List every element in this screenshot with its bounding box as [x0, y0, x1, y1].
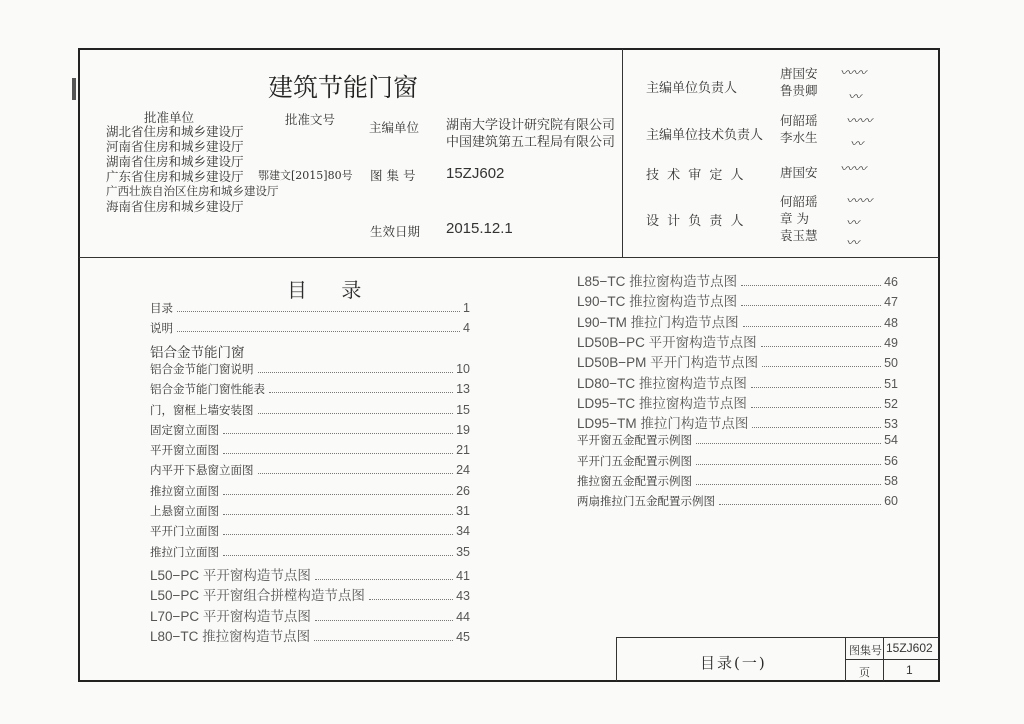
approval-unit: 湖南省住房和城乡建设厅 [106, 154, 244, 169]
editor-unit: 中国建筑第五工程局有限公司 [446, 135, 616, 150]
toc-entry-title: 说明 [150, 321, 173, 336]
toc-entry-page: 45 [456, 629, 470, 644]
toc-leader-dots [315, 620, 453, 621]
toc-entry[interactable] [150, 402, 470, 422]
toc-entry-title: 目录 [150, 301, 173, 315]
effective-date-label: 生效日期 [370, 224, 421, 239]
toc-entry-page: 35 [456, 544, 470, 559]
toc-entry-title: 平开窗立面图 [150, 443, 219, 458]
toc-leader-dots [719, 504, 881, 505]
toc-leader-dots [223, 514, 453, 515]
toc-leader-dots [696, 443, 881, 444]
approval-units [106, 124, 279, 214]
binding-mark [72, 78, 76, 100]
toc-title: 目 录 [287, 278, 376, 302]
toc-entry[interactable] [150, 422, 470, 442]
atlas-no: 15ZJ602 [446, 165, 505, 182]
toc-entry-title: LD95−TM 推拉门构造节点图 [577, 416, 749, 432]
approval-unit: 广西壮族自治区住房和城乡建设厅 [106, 184, 279, 198]
toc-entry-page: 10 [456, 361, 470, 376]
toc-entry-page: 56 [884, 453, 898, 468]
toc-leader-dots [258, 413, 454, 414]
toc-entry-title: L90−TM 推拉门构造节点图 [577, 314, 739, 330]
responsibility-name: 何韶瑶 [780, 113, 818, 128]
toc-leader-dots [369, 599, 453, 600]
approval-unit: 广东省住房和城乡建设厅 [106, 169, 244, 184]
toc-entry[interactable] [577, 351, 898, 371]
toc-entry[interactable] [577, 270, 898, 290]
atlas-no-small: 15ZJ602 [886, 641, 933, 655]
toc-leader-dots [752, 427, 881, 428]
toc-entry-page: 13 [456, 382, 470, 397]
toc-entry-title: 铝合金节能门窗 [150, 344, 245, 361]
toc-entry[interactable] [577, 290, 898, 310]
signature: 〰 [848, 90, 862, 105]
title-block-top [616, 637, 939, 638]
toc-entry-title: L50−PC 平开窗组合拼樘构造节点图 [150, 588, 365, 604]
toc-entry[interactable] [150, 300, 470, 320]
toc-entry-page: 60 [884, 494, 898, 509]
toc-leader-dots [696, 464, 881, 465]
responsibility-role: 主编单位技术负责人 [646, 128, 764, 143]
toc-leader-dots [177, 311, 460, 312]
toc-entry-page: 58 [884, 474, 898, 488]
toc-leader-dots [258, 473, 454, 474]
toc-entry-title: 推拉门立面图 [150, 544, 219, 559]
toc-entry-title: 平开窗五金配置示例图 [577, 433, 692, 448]
toc-entry[interactable] [150, 584, 470, 604]
signature: 〰 [850, 137, 864, 152]
toc-leader-dots [223, 494, 453, 495]
toc-entry-page: 1 [463, 301, 470, 315]
responsibility-role: 技 术 审 定 人 [646, 168, 746, 183]
toc-entry-title: L85−TC 推拉窗构造节点图 [577, 274, 738, 289]
toc-leader-dots [761, 346, 881, 347]
toc-entry[interactable] [577, 432, 898, 452]
toc-leader-dots [269, 392, 453, 393]
responsibility-name: 唐国安 [780, 66, 818, 81]
title-block-left [616, 637, 617, 681]
editor-unit: 湖南大学设计研究院有限公司 [446, 118, 616, 133]
toc-entry[interactable] [577, 311, 898, 331]
toc-entry[interactable] [150, 564, 470, 584]
toc-entry[interactable] [150, 544, 470, 564]
toc-entry-page: 34 [456, 524, 470, 539]
toc-leader-dots [741, 305, 881, 306]
toc-leader-dots [743, 326, 881, 327]
toc-leader-dots [762, 366, 881, 367]
toc-entry-page: 53 [884, 417, 898, 432]
responsibility-name: 鲁贵卿 [780, 83, 818, 98]
toc-entry-title: L50−PC 平开窗构造节点图 [150, 567, 311, 583]
sheet-title: 目录(一) [700, 654, 767, 672]
signature: 〰〰 [846, 194, 873, 209]
responsibility-name: 章 为 [780, 211, 809, 226]
toc-leader-dots [223, 433, 453, 434]
approval-doc-label: 批准文号 [285, 112, 336, 127]
toc-leader-dots [223, 555, 453, 556]
toc-entry-page: 47 [884, 295, 898, 310]
toc-leader-dots [696, 484, 881, 485]
toc-entry[interactable] [150, 320, 470, 340]
toc-leader-dots [741, 285, 881, 286]
toc-entry[interactable] [150, 462, 470, 482]
toc-entry[interactable] [150, 625, 470, 645]
signature: 〰〰 [840, 162, 867, 177]
responsibility-role: 设 计 负 责 人 [646, 214, 746, 229]
toc-entry-page: 24 [456, 463, 470, 478]
toc-entry-title: 铝合金节能门窗说明 [150, 361, 254, 376]
toc-entry-page: 49 [884, 335, 898, 350]
toc-entry[interactable] [577, 331, 898, 351]
toc-leader-dots [223, 453, 453, 454]
toc-entry-page: 15 [456, 402, 470, 417]
toc-entry-title: 推拉窗五金配置示例图 [577, 474, 692, 488]
toc-entry[interactable] [577, 412, 898, 432]
toc-entry[interactable] [577, 372, 898, 392]
responsibility-name: 何韶瑶 [780, 194, 818, 209]
page-label: 页 [859, 666, 870, 679]
toc-entry[interactable] [150, 381, 470, 401]
toc-entry-title: 上悬窗立面图 [150, 504, 219, 518]
atlas-no-label: 图 集 号 [370, 168, 416, 183]
signature: 〰〰 [840, 66, 867, 81]
toc-entry-page: 31 [456, 504, 470, 518]
toc-entry-title: 门，窗框上墙安装图 [150, 402, 254, 417]
toc-entry-page: 41 [456, 568, 470, 583]
toc-entry[interactable] [577, 453, 898, 473]
responsibility-name: 袁玉慧 [780, 228, 818, 243]
toc-entry[interactable] [150, 523, 470, 543]
toc-entry-title: LD50B−PM 平开门构造节点图 [577, 355, 759, 371]
toc-leader-dots [223, 534, 453, 535]
atlas-no-label-small: 图集号 [849, 644, 882, 657]
responsibility-name: 李水生 [780, 130, 818, 145]
toc-entry-page: 19 [456, 422, 470, 437]
signature: 〰 [846, 236, 860, 251]
toc-entry-page: 54 [884, 433, 898, 448]
approval-unit-label: 批准单位 [144, 110, 195, 125]
toc-entry-page: 52 [884, 396, 898, 411]
toc-entry[interactable] [150, 605, 470, 625]
toc-entry-title: 推拉窗立面图 [150, 483, 219, 498]
toc-entry[interactable] [150, 483, 470, 503]
approval-unit: 河南省住房和城乡建设厅 [106, 139, 244, 154]
toc-entry[interactable] [150, 361, 470, 381]
toc-entry-page: 4 [463, 321, 470, 336]
toc-entry-page: 46 [884, 275, 898, 289]
toc-entry[interactable] [577, 493, 898, 513]
toc-entry-page: 44 [456, 609, 470, 624]
toc-entry-title: 平开门五金配置示例图 [577, 453, 692, 468]
toc-entry[interactable] [150, 341, 470, 361]
toc-leader-dots [177, 331, 460, 332]
toc-entry-title: 两扇推拉门五金配置示例图 [577, 494, 715, 509]
approval-unit: 海南省住房和城乡建设厅 [106, 199, 244, 214]
toc-entry[interactable] [150, 442, 470, 462]
toc-entry-page: 48 [884, 315, 898, 330]
toc-entry-title: LD80−TC 推拉窗构造节点图 [577, 375, 747, 391]
signature: 〰〰 [846, 114, 873, 129]
effective-date: 2015.12.1 [446, 220, 513, 237]
toc-leader-dots [751, 407, 881, 408]
toc-entry-title: L80−TC 推拉窗构造节点图 [150, 628, 311, 644]
toc-entry[interactable] [577, 473, 898, 493]
responsibility-role: 主编单位负责人 [646, 81, 738, 96]
toc-entry-title: 平开门立面图 [150, 524, 219, 539]
toc-entry-title: L70−PC 平开窗构造节点图 [150, 608, 311, 624]
toc-entry-page: 43 [456, 589, 470, 604]
toc-leader-dots [314, 640, 453, 641]
toc-entry-page: 51 [884, 376, 898, 391]
toc-entry-title: LD50B−PC 平开窗构造节点图 [577, 334, 757, 350]
toc-entry-page: 21 [456, 443, 470, 458]
editor-unit-label: 主编单位 [369, 120, 420, 135]
toc-entry-page: 50 [884, 356, 898, 371]
toc-leader-dots [751, 387, 881, 388]
toc-entry-title: LD95−TC 推拉窗构造节点图 [577, 395, 747, 411]
toc-leader-dots [315, 579, 453, 580]
toc-entry[interactable] [577, 392, 898, 412]
toc-entry-title: 固定窗立面图 [150, 422, 219, 437]
page-number: 1 [906, 663, 913, 677]
toc-entry-title: 内平开下悬窗立面图 [150, 463, 254, 478]
signature: 〰 [846, 216, 860, 231]
toc-leader-dots [258, 372, 454, 373]
toc-entry-title: L90−TC 推拉窗构造节点图 [577, 294, 738, 310]
approval-unit: 湖北省住房和城乡建设厅 [106, 124, 244, 139]
toc-entry-title: 铝合金节能门窗性能表 [150, 382, 265, 397]
atlas-title: 建筑节能门窗 [268, 73, 419, 102]
approval-doc: 鄂建文[2015]80号 [258, 169, 353, 182]
header-vertical-divider [622, 49, 623, 257]
header-divider [79, 257, 939, 258]
toc-entry-page: 26 [456, 483, 470, 498]
responsibility-name: 唐国安 [780, 165, 818, 180]
title-block-mid [845, 659, 939, 660]
toc-entry[interactable] [150, 503, 470, 523]
